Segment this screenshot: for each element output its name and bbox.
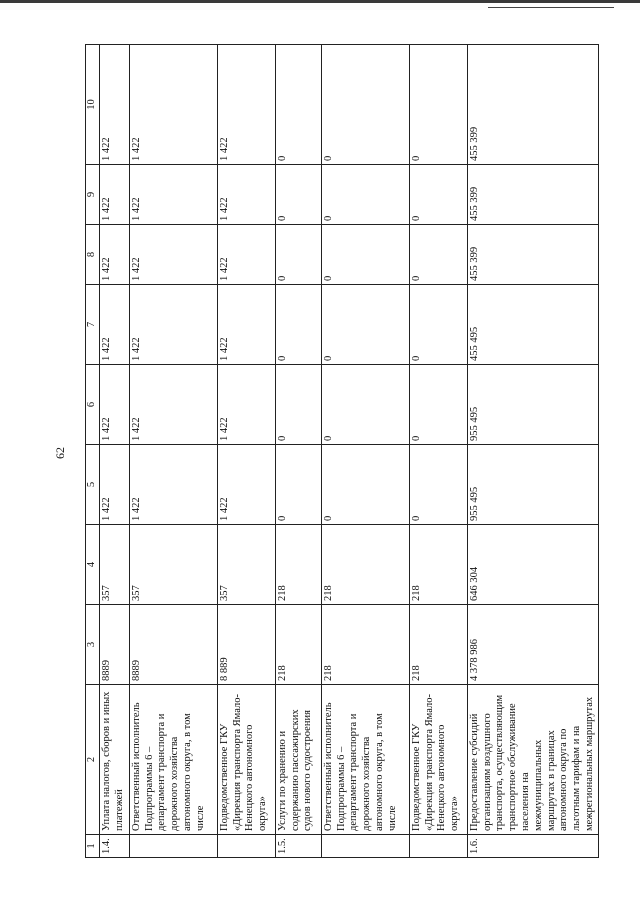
rotated-table-container (85, 45, 623, 858)
value-cell: 0 (409, 165, 467, 225)
page-number: 62 (53, 447, 67, 459)
value-cell: 0 (275, 445, 321, 525)
value-cell: 0 (275, 225, 321, 285)
value-cell: 0 (321, 165, 409, 225)
row-number-cell (217, 835, 275, 858)
header-cell: 4 (86, 525, 100, 605)
row-number-cell: 1.4. (99, 835, 129, 858)
value-cell: 218 (321, 525, 409, 605)
value-cell: 357 (217, 525, 275, 605)
header-cell: 7 (86, 285, 100, 365)
value-cell: 455 399 (467, 165, 598, 225)
value-cell: 1 422 (99, 445, 129, 525)
value-cell: 1 422 (217, 225, 275, 285)
value-cell: 1 422 (217, 165, 275, 225)
value-cell: 1 422 (129, 365, 217, 445)
header-cell: 10 (86, 45, 100, 165)
value-cell: 955 495 (467, 365, 598, 445)
table-row (275, 45, 321, 858)
value-cell: 4 378 986 (467, 605, 598, 685)
value-cell: 1 422 (129, 225, 217, 285)
value-cell: 0 (321, 365, 409, 445)
row-number-cell (129, 835, 217, 858)
value-cell: 218 (275, 525, 321, 605)
value-cell: 455 399 (467, 225, 598, 285)
value-cell: 1 422 (217, 285, 275, 365)
value-cell: 0 (275, 165, 321, 225)
header-cell: 8 (86, 225, 100, 285)
header-cell: 2 (86, 685, 100, 835)
budget-table (85, 44, 599, 858)
value-cell: 0 (321, 285, 409, 365)
value-cell: 1 422 (217, 45, 275, 165)
header-rule (488, 7, 614, 8)
value-cell: 218 (321, 605, 409, 685)
header-cell: 5 (86, 445, 100, 525)
value-cell: 0 (321, 225, 409, 285)
value-cell: 0 (409, 445, 467, 525)
value-cell: 0 (409, 225, 467, 285)
value-cell: 0 (409, 365, 467, 445)
value-cell: 1 422 (217, 445, 275, 525)
row-number-cell: 1.6. (467, 835, 598, 858)
value-cell: 0 (275, 285, 321, 365)
description-cell: Подведомственное ГКУ «Дирекция транспорта Ямало-Ненецкого автономного округа» (409, 685, 467, 835)
description-cell: Уплата налогов, сборов и иных платежей (99, 685, 129, 835)
table-row (217, 45, 275, 858)
value-cell: 218 (275, 605, 321, 685)
row-number-cell (409, 835, 467, 858)
row-number-cell (321, 835, 409, 858)
value-cell: 455 495 (467, 285, 598, 365)
header-cell: 6 (86, 365, 100, 445)
value-cell: 1 422 (129, 45, 217, 165)
description-cell: Подведомственное ГКУ «Дирекция транспорта Ямало-Ненецкого автономного округа» (217, 685, 275, 835)
value-cell: 0 (409, 45, 467, 165)
row-number-cell: 1.5. (275, 835, 321, 858)
value-cell: 1 422 (129, 285, 217, 365)
value-cell: 8 889 (217, 605, 275, 685)
value-cell: 1 422 (99, 45, 129, 165)
table-row (321, 45, 409, 858)
value-cell: 955 495 (467, 445, 598, 525)
description-cell: Ответственный исполнитель Подпрограммы 6 – департамент транспорта и дорожного хозяйства автономного округа, в том числе (129, 685, 217, 835)
value-cell: 357 (99, 525, 129, 605)
value-cell: 8889 (129, 605, 217, 685)
value-cell: 1 422 (217, 365, 275, 445)
value-cell: 0 (321, 445, 409, 525)
description-cell: Ответственный исполнитель Подпрограммы 6 – департамент транспорта и дорожного хозяйства автономного округа, в том числе (321, 685, 409, 835)
value-cell: 0 (275, 365, 321, 445)
table-row (467, 45, 598, 858)
table-row (129, 45, 217, 858)
value-cell: 357 (129, 525, 217, 605)
description-cell: Услуги по хранению и содержанию пассажирских судов нового судостроения (275, 685, 321, 835)
value-cell: 0 (275, 45, 321, 165)
value-cell: 218 (409, 525, 467, 605)
value-cell: 1 422 (99, 165, 129, 225)
table-row (409, 45, 467, 858)
header-cell: 1 (86, 835, 100, 858)
value-cell: 218 (409, 605, 467, 685)
value-cell: 1 422 (99, 225, 129, 285)
header-cell: 3 (86, 605, 100, 685)
value-cell: 646 304 (467, 525, 598, 605)
value-cell: 1 422 (129, 445, 217, 525)
value-cell: 8889 (99, 605, 129, 685)
top-scan-bar (0, 0, 640, 3)
table-header-row (86, 45, 100, 858)
description-cell: Предоставление субсидий организациям воздушного транспорта, осуществляющим транспортное обслуживание населения на межмуниципальных маршрутах в границах автономного округа по льготным тарифам и на межрегиональных маршрутах (467, 685, 598, 835)
table-row (99, 45, 129, 858)
value-cell: 1 422 (99, 285, 129, 365)
value-cell: 0 (321, 45, 409, 165)
value-cell: 1 422 (129, 165, 217, 225)
value-cell: 455 399 (467, 45, 598, 165)
value-cell: 1 422 (99, 365, 129, 445)
header-cell: 9 (86, 165, 100, 225)
value-cell: 0 (409, 285, 467, 365)
